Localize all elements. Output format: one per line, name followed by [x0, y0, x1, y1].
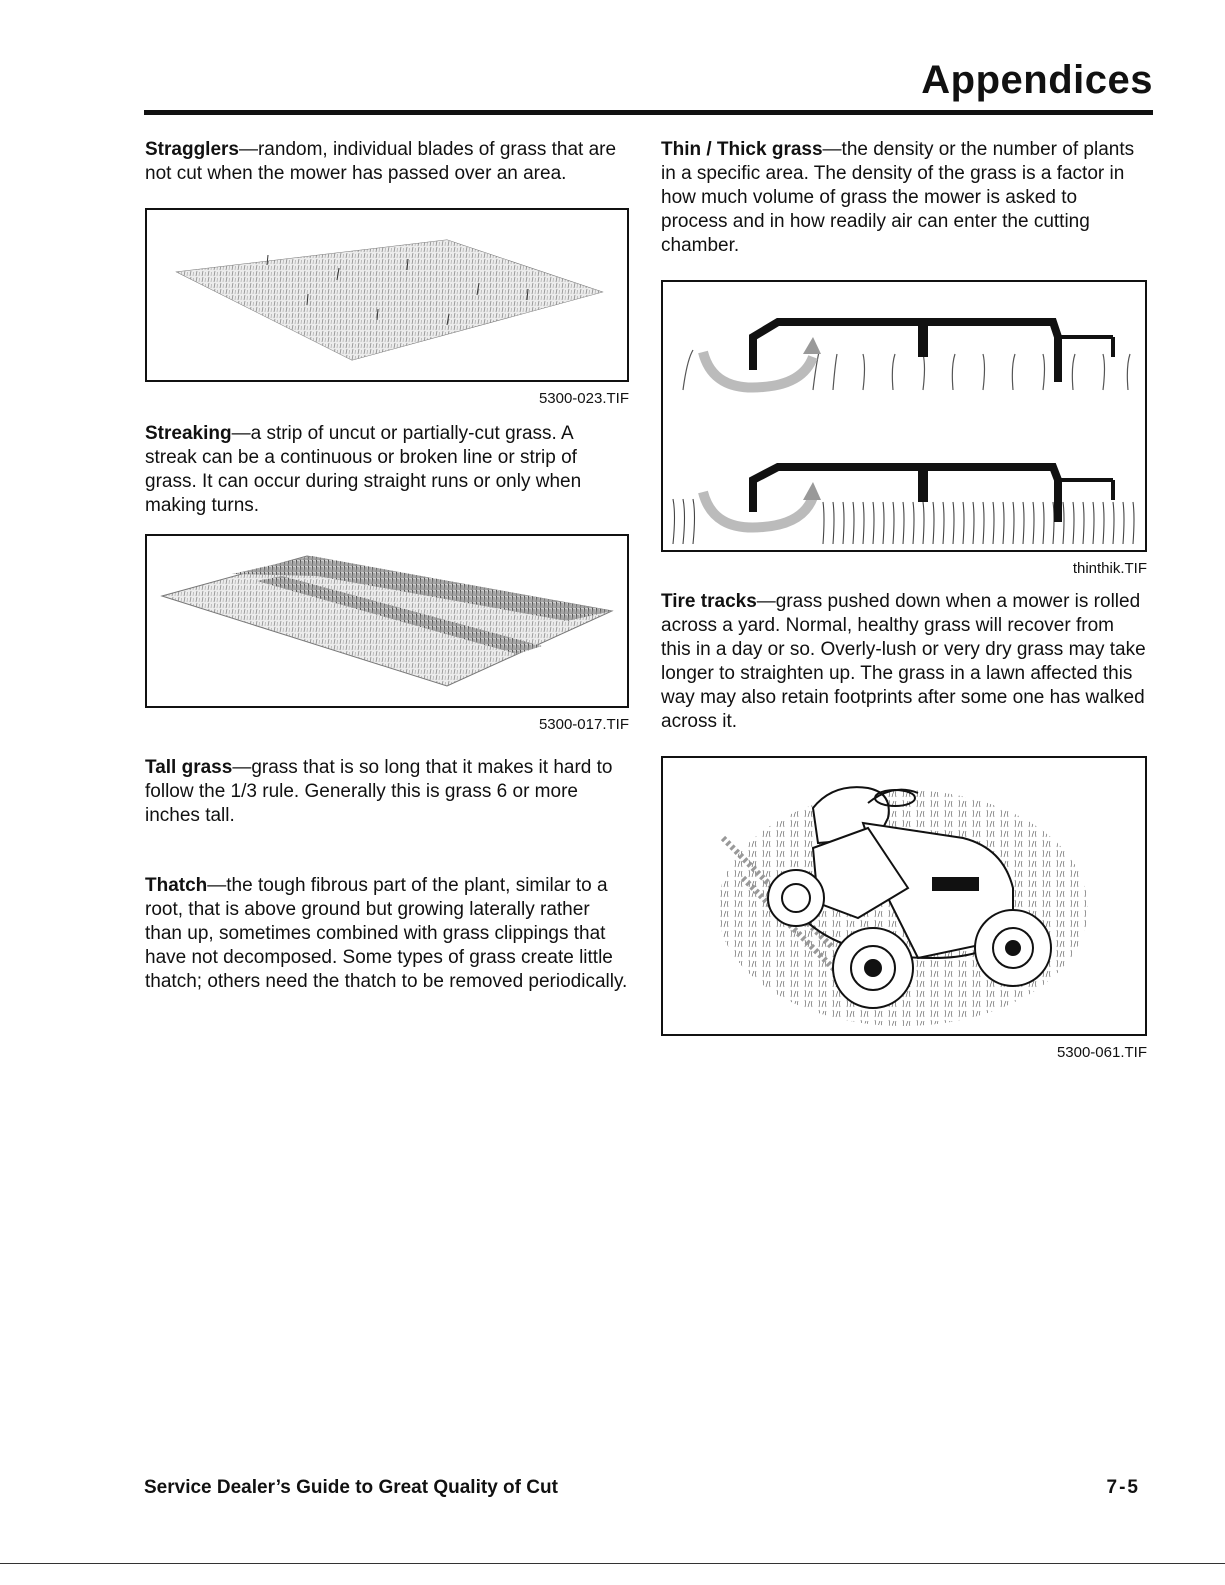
thick-grass-deck: [673, 467, 1134, 544]
figure-thin-thick-grass: [661, 280, 1147, 552]
term-thatch: Thatch: [145, 875, 208, 896]
term-stragglers: Stragglers: [145, 139, 239, 160]
tire-tracks-illustration: [663, 758, 1145, 1034]
caption-tire-tracks: 5300-061.TIF: [1056, 1044, 1147, 1061]
entry-thin-thick-grass: [661, 138, 1147, 256]
entry-tire-tracks: [661, 590, 1147, 734]
stragglers-illustration: [147, 210, 627, 380]
entry-streaking: [145, 422, 629, 518]
left-column: [145, 138, 629, 994]
header-rule: [144, 110, 1153, 115]
definition-thatch: —the tough fibrous part of the plant, similar to a root, that is above ground but growing laterally rather than up, sometimes combined with grass clippings that have not decomposed. Some types of grass create little thatch; others need the thatch to be removed periodically.: [145, 875, 628, 992]
entry-thatch: [145, 874, 629, 994]
caption-streaking: 5300-017.TIF: [538, 716, 629, 733]
definition-stragglers: —random, individual blades of grass that are not cut when the mower has passed over an area.: [145, 139, 617, 184]
streaking-illustration: [147, 536, 627, 706]
caption-thin-thick-grass: thinthik.TIF: [1072, 560, 1147, 577]
bottom-edge-rule: [0, 1563, 1225, 1564]
definition-tall-grass: —grass that is so long that it makes it hard to follow the 1/3 rule. Generally this is grass 6 or more inches tall.: [145, 757, 613, 826]
thin-grass-deck: [683, 322, 1130, 390]
figure-stragglers: [145, 208, 629, 382]
definition-tire-tracks: —grass pushed down when a mower is rolled across a yard. Normal, healthy grass will recover from this in a day or so. Overly-lush or very dry grass may take longer to straighten up. The grass in a lawn affected this way may also retain footprints after some one has walked across it.: [661, 591, 1146, 732]
thin-thick-illustration: [663, 282, 1145, 550]
definition-streaking: —a strip of uncut or partially-cut grass. A streak can be a continuous or broken line or strip of grass. It can occur during straight runs or only when making turns.: [145, 423, 582, 516]
footer-page-number: 7-5: [1106, 1477, 1140, 1498]
term-tire-tracks: Tire tracks: [661, 591, 757, 612]
entry-stragglers: [145, 138, 629, 184]
caption-stragglers: 5300-023.TIF: [538, 390, 629, 407]
footer-guide-title: Service Dealer’s Guide to Great Quality of Cut: [144, 1477, 558, 1498]
page-title: Appendices: [921, 58, 1153, 102]
entry-tall-grass: [145, 756, 629, 828]
definition-thin-thick-grass: —the density or the number of plants in a specific area. The density of the grass is a factor in how much volume of grass the mower is asked to process and in how readily air can enter the cutting chamber.: [661, 139, 1135, 256]
term-thin-thick-grass: Thin / Thick grass: [661, 139, 823, 160]
term-streaking: Streaking: [145, 423, 232, 444]
right-column: [661, 138, 1147, 1062]
figure-tire-tracks: [661, 756, 1147, 1036]
figure-streaking: [145, 534, 629, 708]
term-tall-grass: Tall grass: [145, 757, 233, 778]
